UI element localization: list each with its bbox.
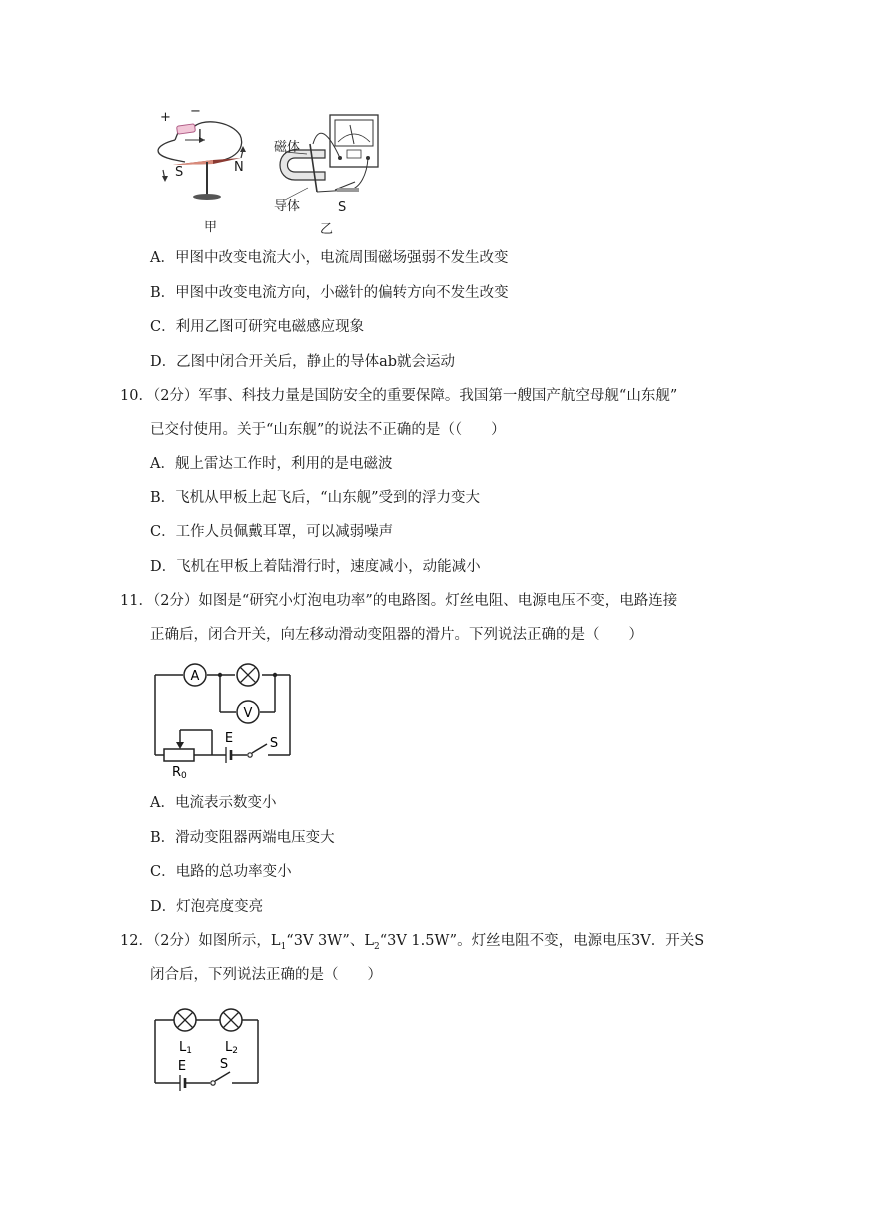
- q11-stem-line2: 正确后，闭合开关，向左移动滑动变阻器的滑片。下列说法正确的是（ ）: [150, 627, 643, 643]
- q11-option-b: B．滑动变阻器两端电压变大: [150, 830, 335, 846]
- q12-circuit-diagram: [150, 1005, 265, 1095]
- switch-label: S: [338, 200, 347, 215]
- q11-circuit-diagram: [150, 660, 300, 780]
- north-pole-label: N: [234, 160, 244, 175]
- q9-option-d: D．乙图中闭合开关后，静止的导体ab就会运动: [150, 354, 456, 370]
- current-label: I: [198, 128, 202, 143]
- oersted-apparatus: [158, 122, 246, 200]
- rheostat-label: R0: [172, 765, 187, 780]
- q9-option-a: A．甲图中改变电流大小，电流周围磁场强弱不发生改变: [150, 250, 509, 266]
- induction-apparatus: [280, 115, 378, 200]
- switch-icon: [252, 744, 267, 753]
- battery-label: E: [177, 1059, 187, 1074]
- q12-stem-line1: 12．（2分）如图所示，$L_1“3V$ 3W”、$L_2“3V$ 1.5W”。灯丝电阻不变，电源电压3V．开关S: [120, 933, 705, 952]
- q10-stem-line2: 已交付使用。关于“山东舰”的说法不正确的是（（ ）: [150, 422, 506, 438]
- plus-sign: +: [160, 110, 171, 125]
- switch-icon: [215, 1072, 230, 1081]
- q9-figure: [145, 100, 405, 240]
- battery-label: E: [224, 731, 234, 746]
- q9-option-b: B．甲图中改变电流方向，小磁针的偏转方向不发生改变: [150, 285, 509, 301]
- south-pole-label: S: [175, 165, 184, 180]
- conductor-label: 导体: [274, 199, 301, 214]
- rheostat-icon: [164, 749, 194, 761]
- q11-stem-line1: 11．（2分）如图是“研究小灯泡电功率”的电路图。灯丝电阻、电源电压不变，电路连接: [120, 593, 678, 609]
- q10-option-b: B．飞机从甲板上起飞后，“山东舰”受到的浮力变大: [150, 490, 480, 506]
- switch-label: S: [219, 1057, 229, 1072]
- voltmeter-label: V: [243, 706, 253, 721]
- q11-option-d: D．灯泡亮度变亮: [150, 899, 264, 915]
- battery-icon: [177, 124, 196, 134]
- q10-option-a: A．舰上雷达工作时，利用的是电磁波: [150, 456, 393, 472]
- lamp1-label: L1: [179, 1040, 192, 1056]
- q10-option-c: C．工作人员佩戴耳罩，可以减弱噪声: [150, 524, 394, 540]
- q11-option-c: C．电路的总功率变小: [150, 864, 292, 880]
- q12-stem-line2: 闭合后，下列说法正确的是（ ）: [150, 967, 382, 983]
- q9-option-c: C．利用乙图可研究电磁感应现象: [150, 319, 365, 335]
- q10-stem-line1: 10．（2分）军事、科技力量是国防安全的重要保障。我国第一艘国产航空母舰“山东舰”: [120, 388, 678, 404]
- figure-yi-label: 乙: [320, 222, 334, 237]
- lamp2-label: L2: [225, 1040, 238, 1056]
- minus-sign: −: [190, 104, 201, 119]
- ammeter-label: A: [190, 669, 200, 684]
- magnet-label: 磁体: [274, 140, 301, 155]
- q11-option-a: A．电流表示数变小: [150, 795, 277, 811]
- q10-option-d: D．飞机在甲板上着陆滑行时，速度减小，动能减小: [150, 559, 481, 575]
- switch-label: S: [269, 736, 279, 751]
- figure-jia-label: 甲: [204, 220, 218, 235]
